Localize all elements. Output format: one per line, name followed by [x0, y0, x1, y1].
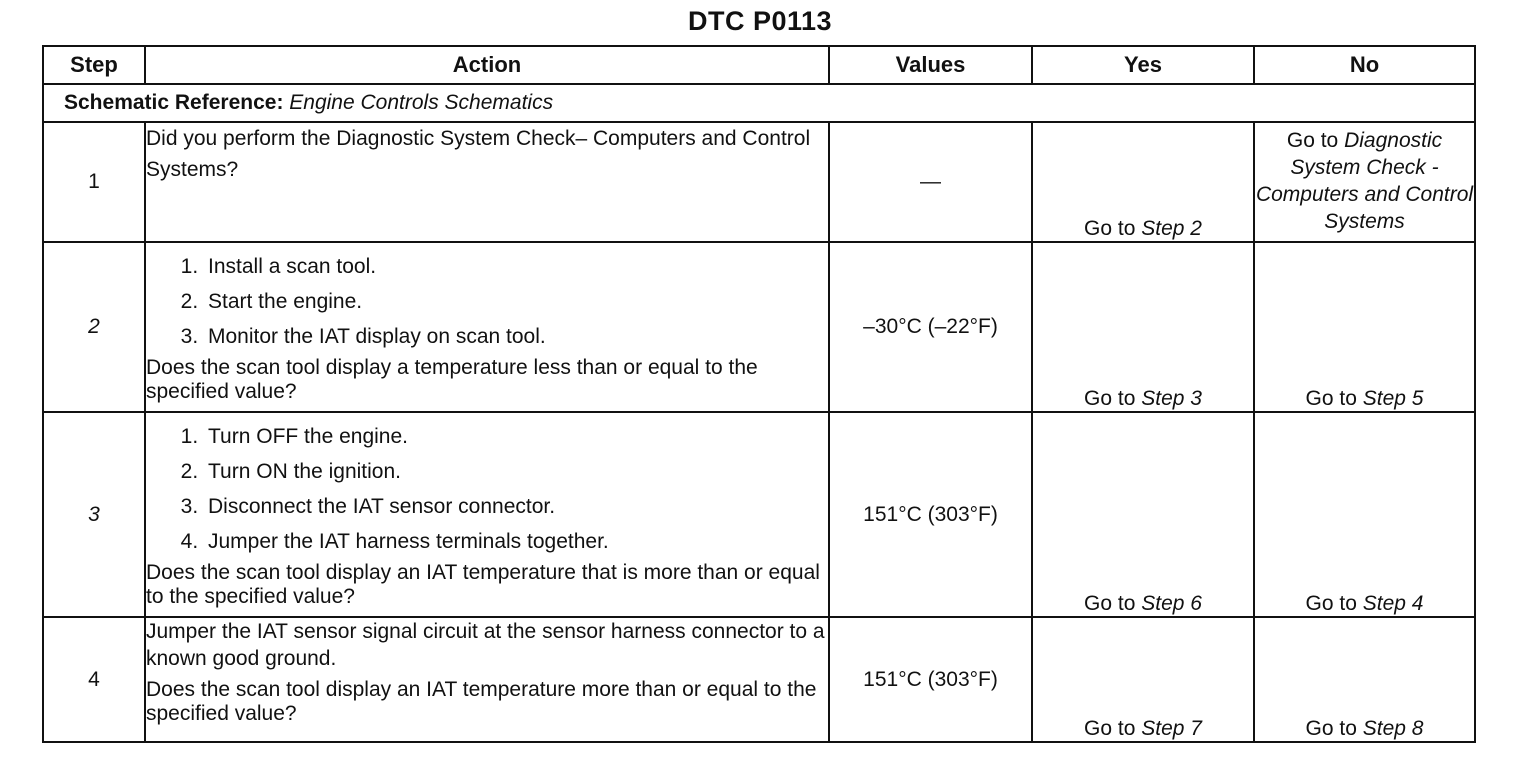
- header-values: Values: [829, 46, 1032, 84]
- no-cell: [1254, 412, 1475, 617]
- schematic-reference: [43, 84, 1475, 122]
- value-cell: 151°C (303°F): [829, 412, 1032, 617]
- table-row: [43, 242, 1475, 412]
- substep: 2. Start the engine.: [204, 284, 828, 319]
- step-number: 4: [43, 617, 145, 742]
- table-row: [43, 617, 1475, 742]
- substep: 1. Turn OFF the engine.: [204, 419, 828, 454]
- go-to-label: Go to: [1084, 387, 1136, 410]
- diagnostic-table: [42, 45, 1476, 743]
- substep: 3. Monitor the IAT display on scan tool.: [204, 319, 828, 354]
- value-cell: —: [829, 122, 1032, 242]
- no-cell: [1254, 122, 1475, 242]
- substep: 4. Jumper the IAT harness terminals together.: [204, 524, 828, 559]
- schematic-reference-label: Schematic Reference:: [64, 91, 284, 114]
- substep: 3. Disconnect the IAT sensor connector.: [204, 489, 828, 524]
- no-target: Step 8: [1362, 717, 1424, 740]
- schematic-reference-row: [43, 84, 1475, 122]
- schematic-reference-value: Engine Controls Schematics: [289, 91, 554, 114]
- step-number: 3: [43, 412, 145, 617]
- step-number: 2: [43, 242, 145, 412]
- substep: 2. Turn ON the ignition.: [204, 454, 828, 489]
- action-question: Does the scan tool display an IAT temperature that is more than or equal to the specified value?: [146, 561, 820, 608]
- action-cell: [145, 412, 829, 617]
- step-number: 1: [43, 122, 145, 242]
- yes-target: Step 2: [1141, 217, 1202, 240]
- no-target: Step 5: [1362, 387, 1424, 410]
- substep-list: [146, 249, 828, 354]
- header-row: [43, 46, 1475, 84]
- go-to-label: Go to: [1305, 717, 1357, 740]
- action-cell: [145, 617, 829, 742]
- table-row: [43, 122, 1475, 242]
- no-cell: [1254, 617, 1475, 742]
- action-question: Does the scan tool display a temperature less than or equal to the specified value?: [146, 356, 758, 403]
- no-target: Diagnostic System Check - Computers and Control Systems: [1255, 129, 1474, 233]
- yes-target: Step 7: [1141, 717, 1202, 740]
- document-title: DTC P0113: [687, 6, 833, 36]
- header-step: Step: [43, 46, 145, 84]
- yes-cell: [1032, 412, 1254, 617]
- action-text: Did you perform the Diagnostic System Check– Computers and Control Systems?: [146, 127, 811, 181]
- table-row: [43, 412, 1475, 617]
- substep-list: [146, 419, 828, 559]
- go-to-label: Go to: [1305, 387, 1357, 410]
- yes-cell: [1032, 617, 1254, 742]
- action-question: Does the scan tool display an IAT temperature more than or equal to the specified value?: [146, 678, 817, 725]
- value-cell: –30°C (–22°F): [829, 242, 1032, 412]
- go-to-label: Go to: [1286, 129, 1339, 152]
- yes-target: Step 3: [1141, 387, 1202, 410]
- go-to-label: Go to: [1084, 217, 1136, 240]
- action-cell: [145, 122, 829, 242]
- no-cell: [1254, 242, 1475, 412]
- go-to-label: Go to: [1084, 717, 1136, 740]
- yes-target: Step 6: [1141, 592, 1202, 615]
- value-cell: 151°C (303°F): [829, 617, 1032, 742]
- go-to-label: Go to: [1084, 592, 1136, 615]
- header-no: No: [1254, 46, 1475, 84]
- go-to-label: Go to: [1305, 592, 1357, 615]
- substep: 1. Install a scan tool.: [204, 249, 828, 284]
- yes-cell: [1032, 242, 1254, 412]
- action-cell: [145, 242, 829, 412]
- yes-cell: [1032, 122, 1254, 242]
- no-target: Step 4: [1362, 592, 1424, 615]
- action-text: Jumper the IAT sensor signal circuit at the sensor harness connector to a known good ground.: [146, 620, 825, 670]
- header-action: Action: [145, 46, 829, 84]
- header-yes: Yes: [1032, 46, 1254, 84]
